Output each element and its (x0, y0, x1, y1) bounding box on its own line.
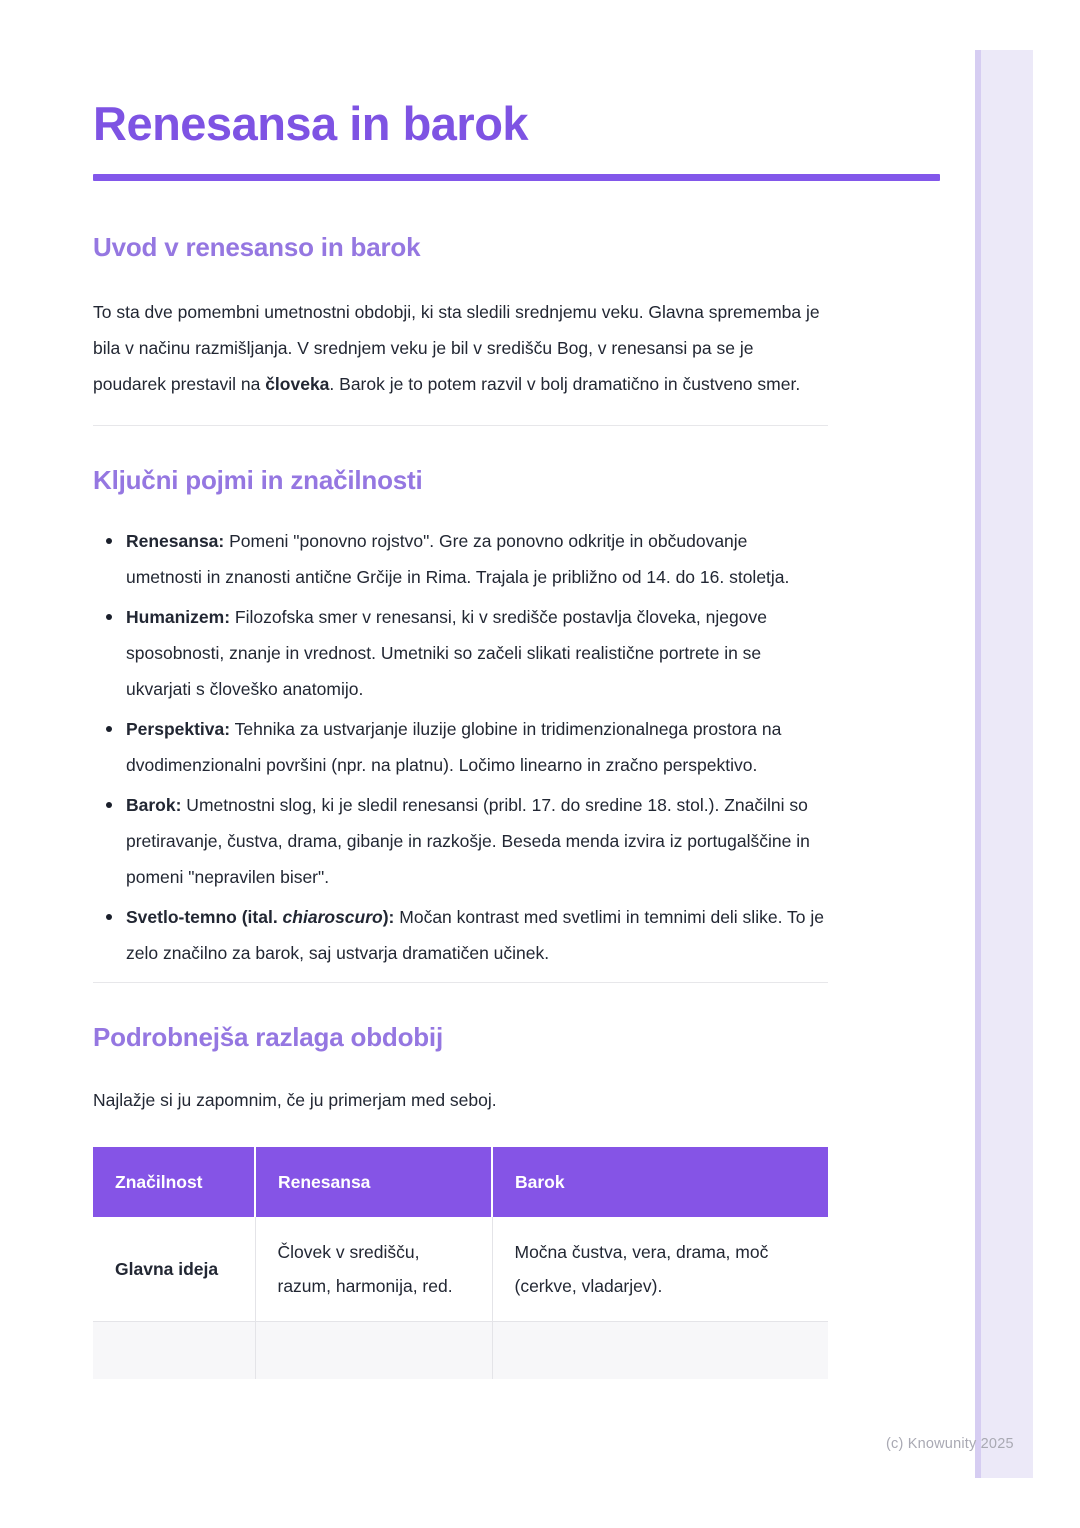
list-item (93, 711, 828, 783)
table-cell: Človek v središču, razum, harmonija, red. (255, 1217, 492, 1322)
list-item (93, 899, 828, 971)
section-heading-concepts: Ključni pojmi in značilnosti (93, 465, 423, 496)
comparison-table-wrap (93, 1147, 828, 1379)
table-row (93, 1217, 828, 1322)
table-cell (255, 1322, 492, 1380)
table-body (93, 1217, 828, 1379)
text-segment: To sta dve pomembni umetnostni obdobji, ki sta sledili srednjemu veku. Glavna sprememba je bila v načinu razmišljanja. V srednjem veku je bil v središču Bog, v renesansi pa se je poudarek prestavil na (93, 302, 820, 395)
table-header-cell: Značilnost (93, 1147, 255, 1217)
table-row-partial (93, 1322, 828, 1380)
section-comparison (93, 1022, 828, 1379)
section-intro (93, 232, 828, 402)
table-cell: Glavna ideja (93, 1217, 255, 1322)
footer-credit: (c) Knowunity 2025 (886, 1436, 1014, 1452)
list-item (93, 599, 828, 707)
list-item (93, 787, 828, 895)
section-heading-comparison: Podrobnejša razlaga obdobij (93, 1022, 443, 1053)
table-cell (93, 1322, 255, 1380)
text-segment: Svetlo-temno (ital. (126, 907, 283, 928)
text-segment: Umetnostni slog, ki je sledil renesansi (pribl. 17. do sredine 18. stol.). Značilni so pretiravanje, čustva, drama, gibanje in razkošje. Beseda menda izvira iz portugalščine in pomeni "nepravilen biser". (126, 795, 810, 888)
decorative-side-strip (975, 50, 1033, 1478)
intro-paragraph (93, 294, 828, 402)
text-segment: . Barok je to potem razvil v bolj dramatično in čustveno smer. (329, 374, 801, 395)
text-segment: Tehnika za ustvarjanje iluzije globine in tridimenzionalnega prostora na dvodimenzionalni površini (npr. na platnu). Ločimo linearno in zračno perspektivo. (126, 719, 782, 776)
table-cell: Močna čustva, vera, drama, moč (cerkve, vladarjev). (492, 1217, 828, 1322)
text-segment: Renesansa: (126, 531, 225, 552)
table-header-row (93, 1147, 828, 1217)
text-segment: človeka (265, 374, 330, 395)
text-segment: Perspektiva: (126, 719, 231, 740)
page-title: Renesansa in barok (93, 97, 529, 150)
concept-list (93, 523, 828, 971)
title-underline (93, 174, 940, 181)
text-segment: Barok: (126, 795, 182, 816)
section-divider (93, 425, 828, 426)
section-concepts (93, 465, 828, 971)
section-heading-intro: Uvod v renesanso in barok (93, 232, 421, 263)
document-page (93, 0, 828, 1379)
table-header-cell: Renesansa (255, 1147, 492, 1217)
text-segment: Pomeni "ponovno rojstvo". Gre za ponovno odkritje in občudovanje umetnosti in znanosti antične Grčije in Rima. Trajala je približno od 14. do 16. stoletja. (126, 531, 790, 588)
text-segment: chiaroscuro (282, 907, 383, 928)
text-segment: Najlažje si ju zapomnim, če ju primerjam med seboj. (93, 1090, 497, 1111)
section-divider (93, 982, 828, 983)
table-cell (492, 1322, 828, 1380)
text-segment: Filozofska smer v renesansi, ki v središče postavlja človeka, njegove sposobnosti, znanje in vrednost. Umetniki so začeli slikati realistične portrete in se ukvarjati s človeško anatomijo. (126, 607, 767, 700)
comparison-paragraph (93, 1082, 828, 1118)
text-segment: Humanizem: (126, 607, 231, 628)
list-item (93, 523, 828, 595)
comparison-table (93, 1147, 828, 1379)
text-segment: ): (382, 907, 395, 928)
text-segment: Močan kontrast med svetlimi in temnimi deli slike. To je zelo značilno za barok, saj ustvarja dramatičen učinek. (126, 907, 824, 964)
table-header-cell: Barok (492, 1147, 828, 1217)
